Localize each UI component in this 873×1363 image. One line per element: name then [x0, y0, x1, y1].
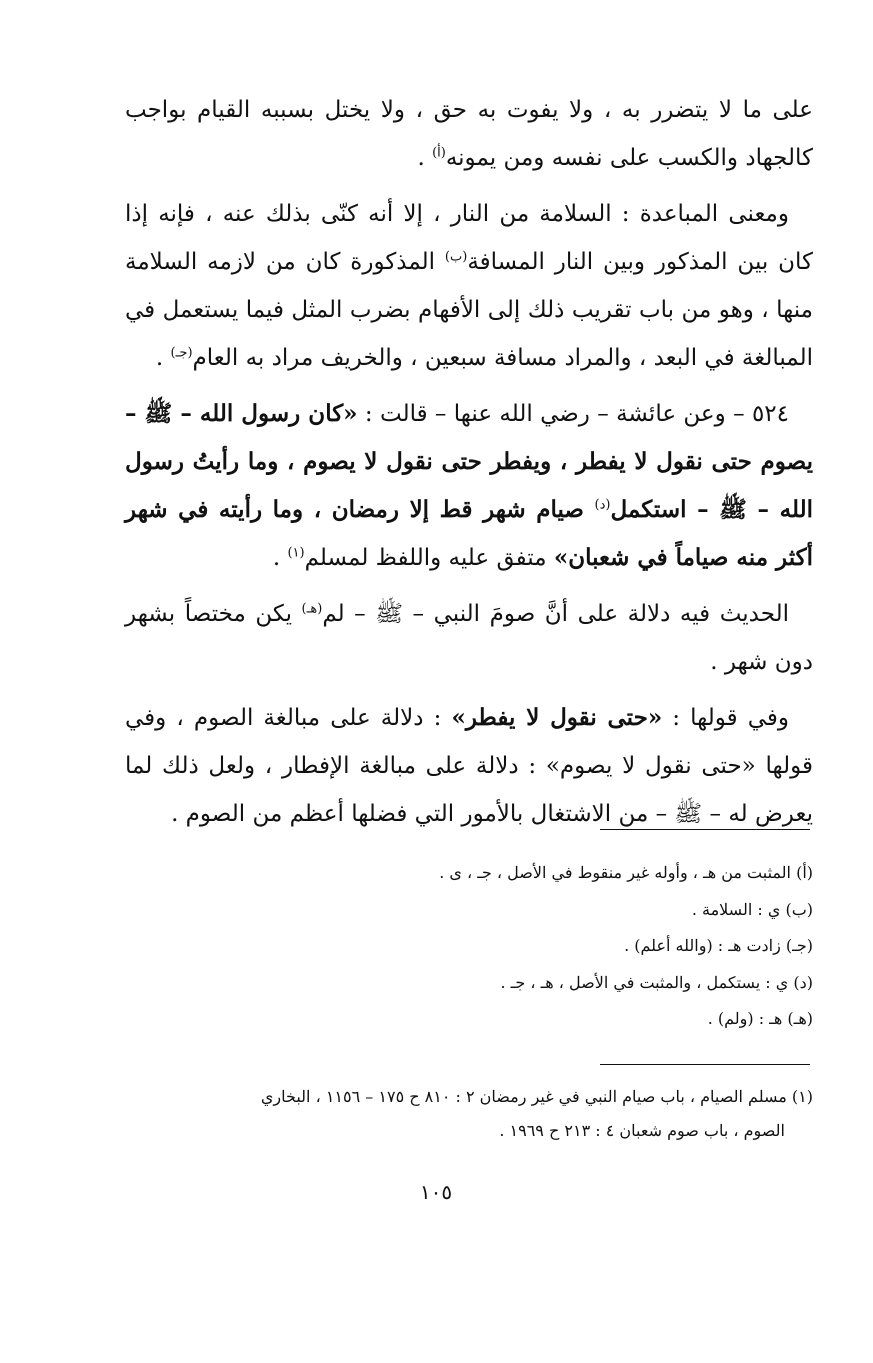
page-number: ١٠٥: [419, 1180, 453, 1204]
footnote-ref: (جـ): [170, 345, 193, 361]
paragraph-text: : دلالة على مبالغة الصوم ، وفي قولها «حتى نقول لا يصوم» : دلالة على مبالغة الإفطار ، ولعل ذلك لما يعرض له – ﷺ – من الاشتغال بالأمور التي فضلها أعظم من الصوم .: [125, 705, 813, 827]
paragraph-text: يكن مختصاً بشهر دون شهر .: [125, 601, 813, 675]
paragraph-text: ومعنى المباعدة : السلامة من النار ، إلا أنه كنّى بذلك عنه ، فإنه إذا كان بين المذكور وبين النار المسافة: [125, 201, 813, 275]
paragraph-end: .: [417, 145, 433, 171]
footnote-ref: (هـ): [301, 601, 323, 617]
paragraph-text: على ما لا يتضرر به ، ولا يفوت به حق ، ولا يختل بسببه القيام بواجب كالجهاد والكسب على نفسه ومن يمونه: [125, 97, 813, 171]
footnote-divider: [600, 1064, 810, 1065]
footnote-b: (ب) ي : السلامة .: [691, 899, 813, 919]
quoted-phrase: «حتى نقول لا يفطر»: [451, 704, 663, 731]
hadith-source: متفق عليه واللفظ لمسلم: [304, 545, 554, 571]
footnote-d: (د) ي : يستكمل ، والمثبت في الأصل ، هـ ، جـ .: [500, 972, 813, 992]
source-footnotes: [140, 1080, 813, 1148]
paragraph-2: [125, 190, 813, 382]
paragraph-text: وفي قولها :: [662, 705, 789, 731]
paragraph-4: [125, 590, 813, 686]
footnote-divider: [600, 829, 810, 830]
paragraph-end: .: [272, 545, 288, 571]
footnote-a: (أ) المثبت من هـ ، وأوله غير منقوط في الأصل ، جـ ، ى .: [439, 863, 813, 882]
footnote-ref: (١): [287, 545, 305, 561]
main-text: [125, 86, 813, 846]
footnote-e: (هـ) هـ : (ولم) .: [707, 1009, 813, 1028]
paragraph-text: الحديث فيه دلالة على أنَّ صومَ النبي – ﷺ – لم: [322, 601, 789, 627]
hadith-text: صيام شهر قط إلا رمضان ، وما رأيته في شهر أكثر منه صياماً في شعبان»: [125, 496, 813, 571]
footnote-ref: (أ): [432, 145, 446, 161]
footnote-c: (جـ) زادت هـ : (والله أعلم) .: [624, 936, 813, 955]
footnote-ref: (د): [594, 497, 611, 513]
footnote-ref: (ب): [444, 249, 468, 265]
hadith-number-and-narrator: ٥٢٤ – وعن عائشة – رضي الله عنها – قالت :: [357, 401, 790, 427]
footnote-1: (١) مسلم الصيام ، باب صيام النبي في غير رمضان ٢ : ٨١٠ ح ١٧٥ – ١١٥٦ ، البخاري: [260, 1087, 813, 1106]
footnote-1-continued: الصوم ، باب صوم شعبان ٤ : ٢١٣ ح ١٩٦٩ .: [499, 1121, 785, 1140]
paragraph-1: [125, 86, 813, 182]
paragraph-end: .: [155, 345, 171, 371]
paragraph-3-hadith: [125, 390, 813, 582]
hadith-text: «كان رسول الله – ﷺ – يصوم حتى نقول لا يفطر ، ويفطر حتى نقول لا يصوم ، وما رأيتُ رسول الله – ﷺ – استكمل: [125, 400, 813, 523]
variant-footnotes: [140, 855, 813, 1038]
paragraph-text: المذكورة كان من لازمه السلامة منها ، وهو من باب تقريب ذلك إلى الأفهام بضرب المثل فيما يستعمل في المبالغة في البعد ، والمراد مسافة سبعين ، والخريف مراد به العام: [125, 249, 813, 371]
paragraph-5: [125, 694, 813, 838]
